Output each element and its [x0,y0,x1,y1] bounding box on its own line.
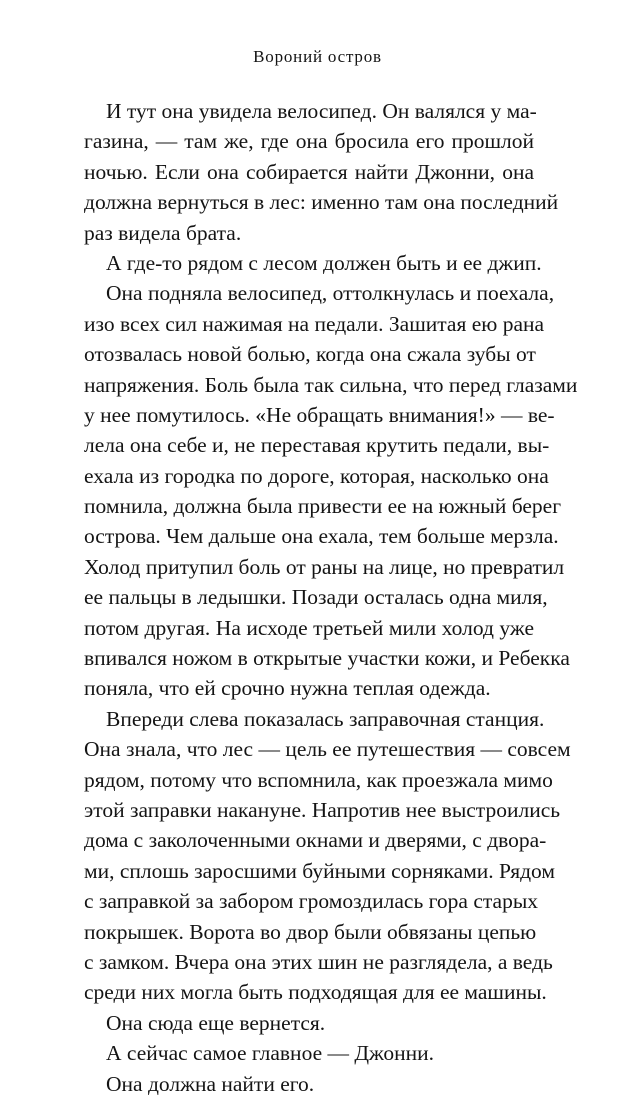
text-line: ночью. Если она собирается найти Джонни, она [84,159,534,184]
text-line: ехала из городка по дороге, которая, насколько она [84,463,549,488]
text-line: Она должна найти его. [106,1071,315,1096]
text-line: этой заправки накануне. Напротив нее выстроились [84,797,561,822]
text-line: А где-то рядом с лесом должен быть и ее джип. [106,250,542,275]
text-line: поняла, что ей срочно нужна теплая одежда. [84,676,491,701]
text-line: помнила, должна была привести ее на южный берег [84,494,562,519]
body-text [84,96,578,1099]
text-line: должна вернуться в лес: именно там она последний [84,190,559,215]
text-line: покрышек. Ворота во двор были обвязаны цепью [84,919,537,944]
text-line: среди них могла быть подходящая для ее машины. [84,980,547,1005]
text-line: А сейчас самое главное — Джонни. [106,1041,435,1066]
text-line: с замком. Вчера она этих шин не разглядела, а ведь [84,949,553,974]
text-line: раз видела брата. [84,220,242,245]
text-line: потом другая. На исходе третьей мили холод уже [84,615,534,640]
text-line: лела она себе и, не переставая крутить педали, вы- [84,433,550,458]
text-line: Впереди слева показалась заправочная станция. [106,706,545,731]
text-line: с заправкой за забором громоздилась гора старых [84,889,539,914]
text-line: Она сюда еще вернется. [106,1010,326,1035]
text-line: газина, — там же, где она бросила его прошлой [84,129,534,154]
text-line: у нее помутилось. «Не обращать внимания!» — ве- [84,402,555,427]
text-line: ее пальцы в ледышки. Позади осталась одна миля, [84,585,548,610]
text-line: ми, сплошь заросшими буйными сорняками. Рядом [84,858,555,883]
text-line: дома с заколоченными окнами и дверями, с двора- [84,828,547,853]
text-line: впивался ножом в открытые участки кожи, и Ребекка [84,646,570,671]
text-line: Она подняла велосипед, оттолкнулась и поехала, [106,281,555,306]
text-line: рядом, потому что вспомнила, как проезжала мимо [84,767,553,792]
text-line: И тут она увидела велосипед. Он валялся у ма- [106,99,537,123]
text-line: острова. Чем дальше она ехала, тем больше мерзла. [84,524,559,549]
text-line: Она знала, что лес — цель ее путешествия — совсем [84,737,571,762]
text-line: отозвалась новой болью, когда она сжала зубы от [84,342,536,367]
text-line: напряжения. Боль была так сильна, что перед глазами [84,372,578,397]
running-header-title: Вороний остров [253,47,382,66]
text-line: изо всех сил нажимая на педали. Зашитая ею рана [84,311,545,336]
text-line: Холод притупил боль от раны на лице, но превратил [84,554,565,579]
